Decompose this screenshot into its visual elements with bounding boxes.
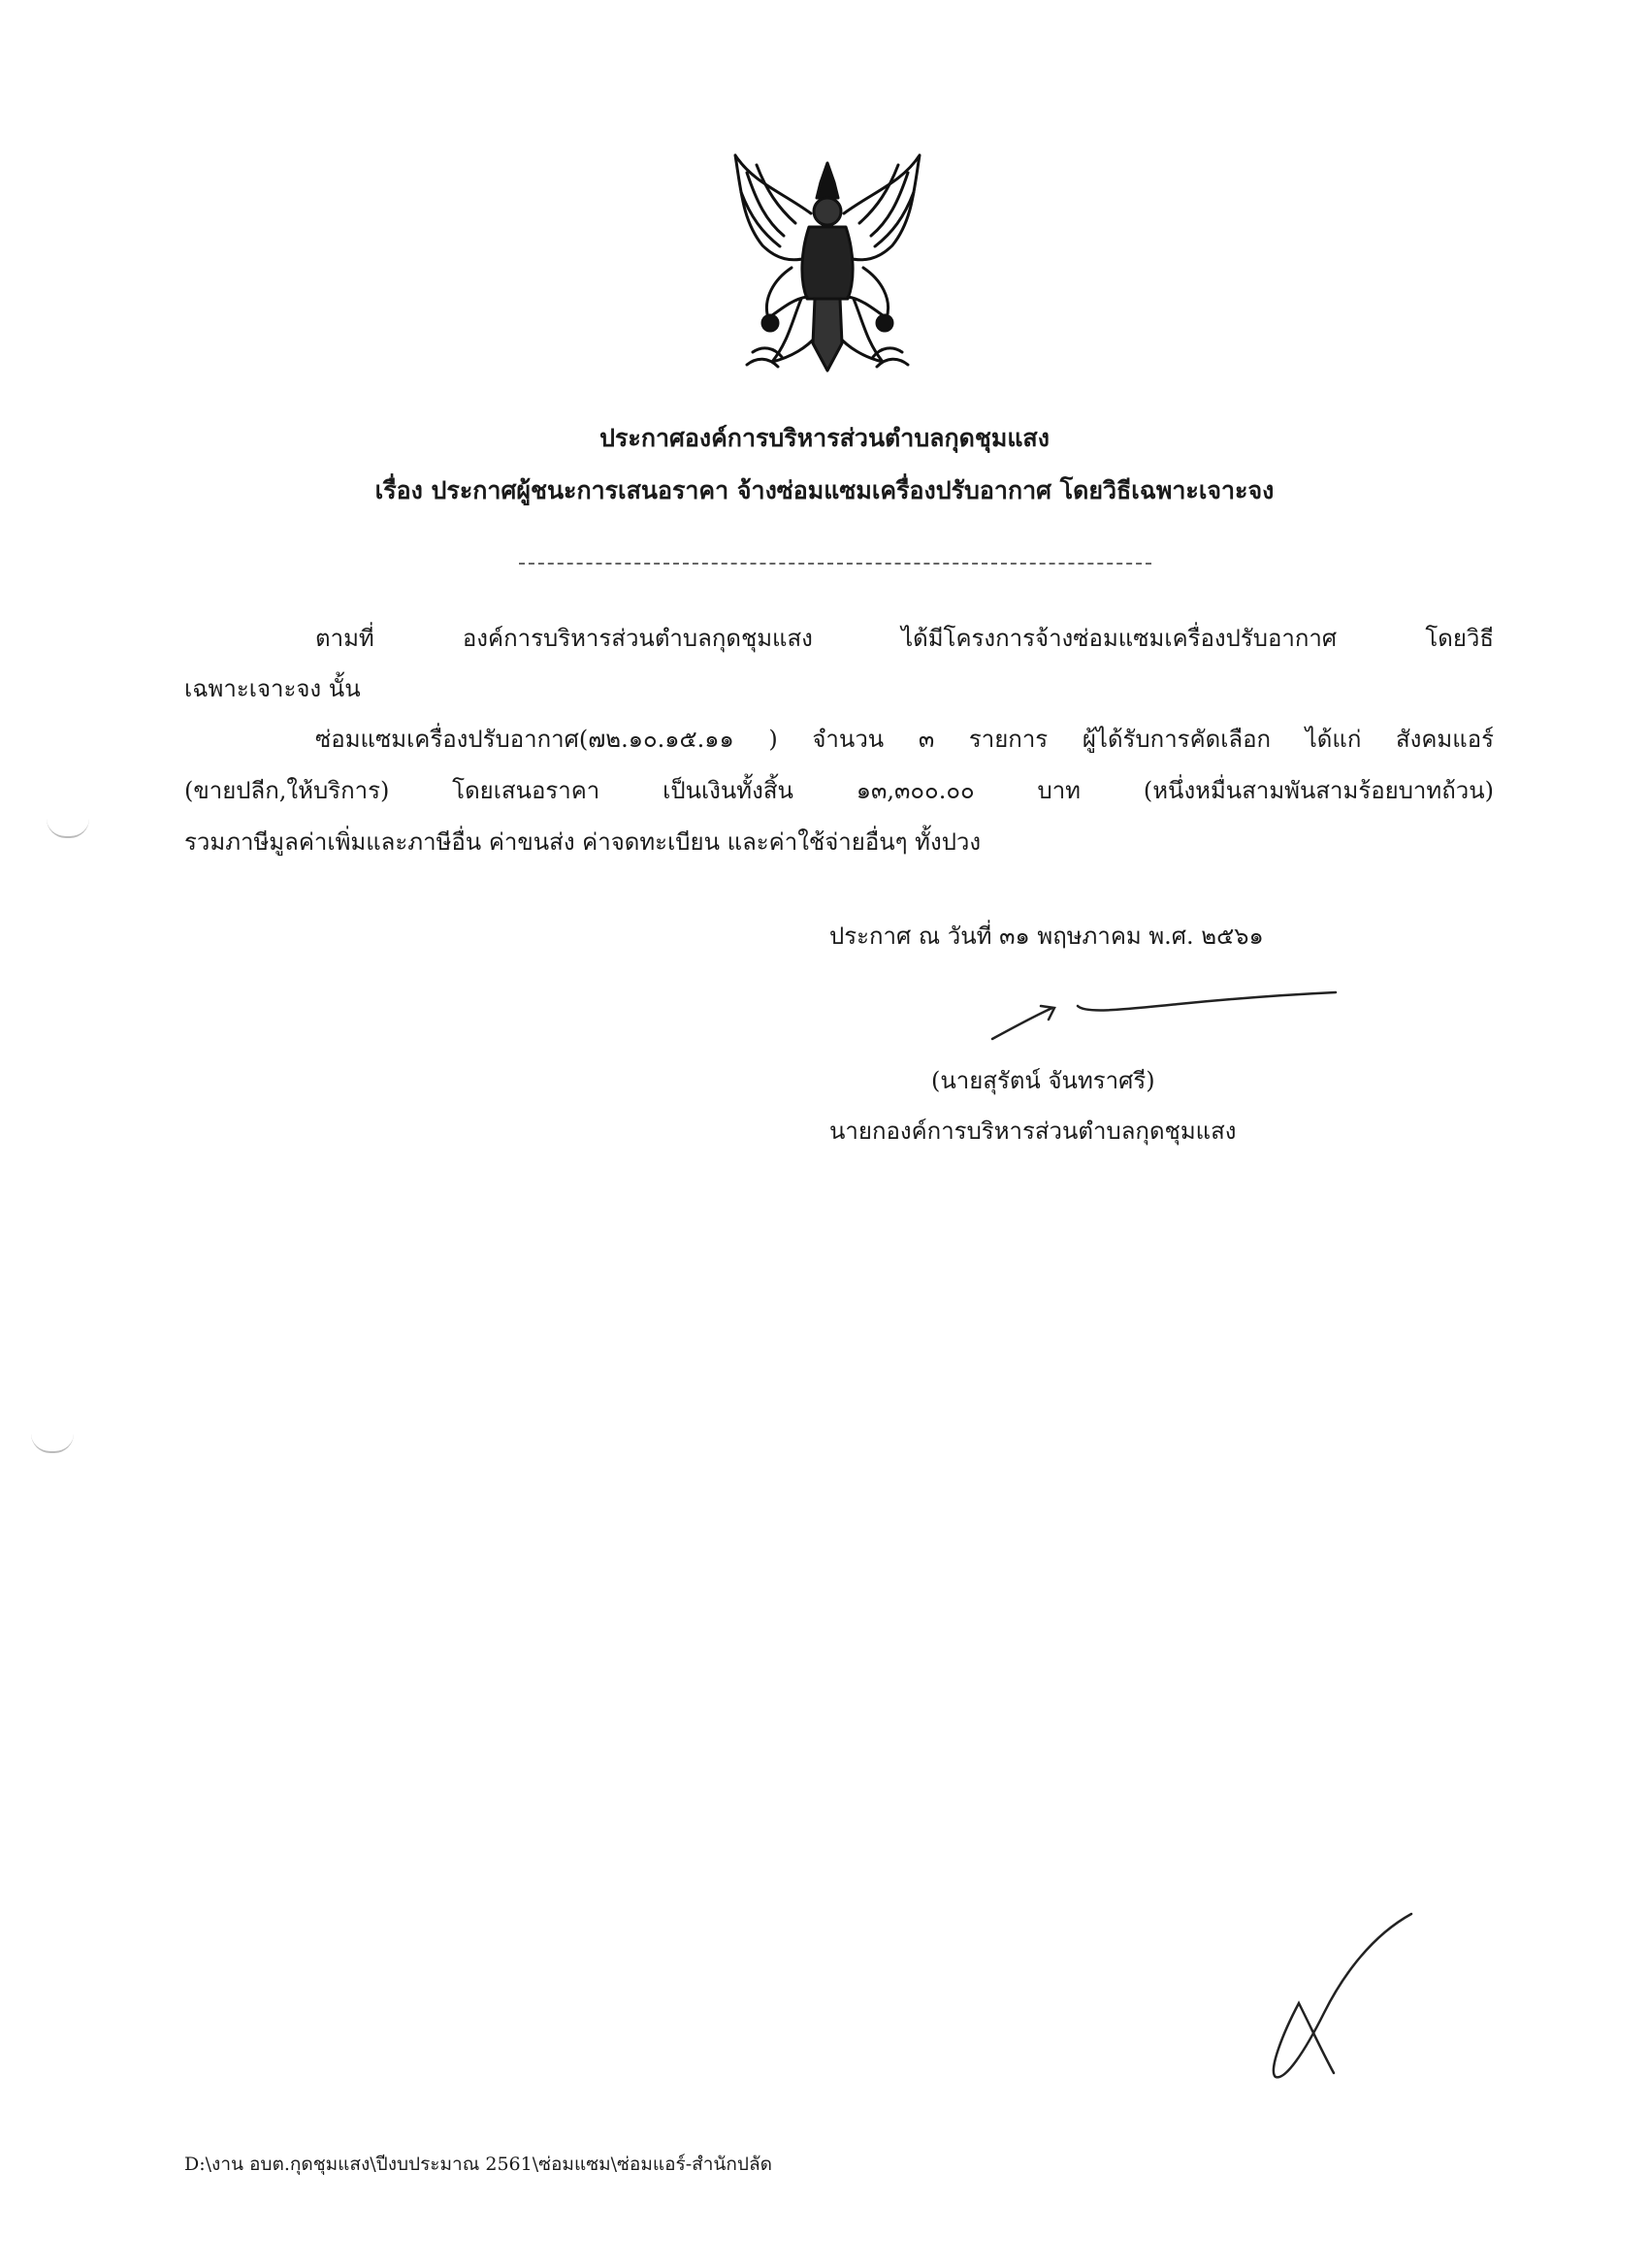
file-path-footer: D:\งาน อบต.กุดชุมแสง\ปีงบประมาณ 2561\ซ่อมแซม\ซ่อมแอร์-สำนักปลัด (184, 2154, 772, 2175)
signature-scribble (985, 985, 1353, 1062)
document-subject: เรื่อง ประกาศผู้ชนะการเสนอราคา จ้างซ่อมแซมเครื่องปรับอากาศ โดยวิธีเฉพาะเจาะจง (374, 476, 1275, 504)
signatory-name: (นายสุรัตน์ จันทราศรี) (931, 1067, 1155, 1094)
paragraph-2-line-3: รวมภาษีมูลค่าเพิ่มและภาษีอื่น ค่าขนส่ง ค่าจดทะเบียน และค่าใช้จ่ายอื่นๆ ทั้งปวง (184, 828, 982, 856)
announcement-date: ประกาศ ณ วันที่ ๓๑ พฤษภาคม พ.ศ. ๒๕๖๑ (829, 923, 1264, 950)
garuda-emblem-icon (724, 153, 931, 378)
paragraph-2-line-1: ซ่อมแซมเครื่องปรับอากาศ(๗๒.๑๐.๑๕.๑๑ ) จำนวน ๓ รายการ ผู้ได้รับการคัดเลือก ได้แก่ สังคมแอร์ (315, 726, 1494, 753)
initial-signature (1266, 1906, 1431, 2090)
punch-hole-mark (47, 819, 89, 838)
punch-hole-mark (31, 1434, 74, 1453)
paragraph-1-line-1: ตามที่ องค์การบริหารส่วนตำบลกุดชุมแสง ได้มีโครงการจ้างซ่อมแซมเครื่องปรับอากาศ โดยวิธี (315, 625, 1494, 652)
signatory-position: นายกองค์การบริหารส่วนตำบลกุดชุมแสง (829, 1118, 1237, 1145)
paragraph-1-line-2: เฉพาะเจาะจง นั้น (184, 675, 361, 702)
paragraph-2-line-2: (ขายปลีก,ให้บริการ) โดยเสนอราคา เป็นเงินทั้งสิ้น ๑๓,๓๐๐.๐๐ บาท (หนึ่งหมื่นสามพันสามร้อยบาทถ้วน) (184, 777, 1494, 804)
document-title: ประกาศองค์การบริหารส่วนตำบลกุดชุมแสง (599, 424, 1050, 452)
dashed-divider (519, 563, 1151, 565)
